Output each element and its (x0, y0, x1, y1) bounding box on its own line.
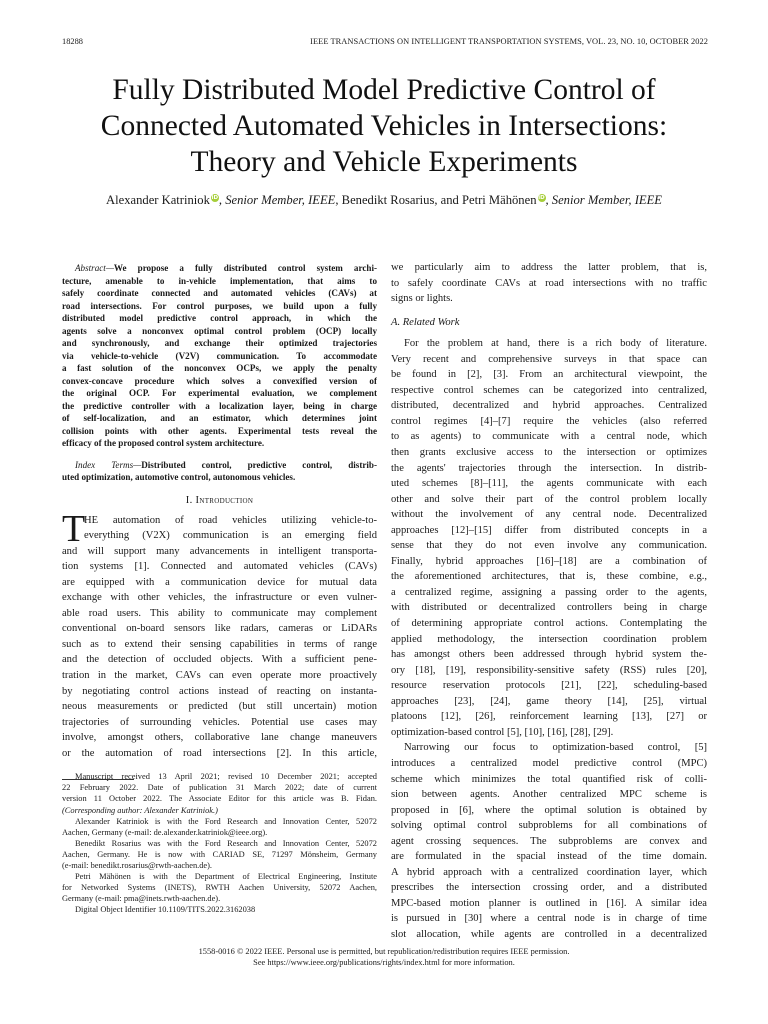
body-line: solving optimal control subproblems for all combinations of (391, 820, 707, 832)
index-terms-lead: Index Terms— (75, 459, 142, 470)
body-line: everything (V2X) communication is an emerging field (84, 530, 377, 542)
footnote-line: 22 February 2022. Date of publication 31 March 2022; date of current (62, 783, 377, 793)
abstract-line: tecture, amenable to in-vehicle implementation, that aims to (62, 275, 377, 286)
footnotes (62, 771, 377, 915)
body-line: trajectories of surrounding vehicles. Potential use cases may (62, 716, 377, 728)
abstract-line: safely coordinate connected and automated vehicles (CAVs) at (62, 288, 377, 298)
title-line: Fully Distributed Model Predictive Control of (112, 74, 656, 106)
index-terms-line: Index Terms—Distributed control, predictive control, distrib- (75, 459, 377, 470)
left-column (62, 262, 377, 915)
body-line: to safely coordinate CAVs at road intersections with no traffic (391, 277, 707, 289)
body-line: For the problem at hand, there is a rich body of literature. (404, 338, 707, 350)
footnote-line: version 11 October 2022. The Associate Editor for this article was B. Fidan. (62, 794, 377, 804)
body-line: tration in the market, CAVs can even operate more proactively (62, 669, 377, 681)
copyright-footer (40, 946, 728, 968)
body-line: tion systems [1]. Connected and automated vehicles (CAVs) (62, 561, 377, 573)
body-line: HE automation of road vehicles utilizing vehicle-to- (84, 514, 377, 526)
title-line: Connected Automated Vehicles in Intersections: (100, 110, 668, 142)
drop-cap: T (62, 507, 86, 550)
footnote-line: (e-mail: benedikt.rosarius@rwth-aachen.de). (62, 861, 213, 870)
body-line: of determining appropriate control actions. Contemplating the (391, 618, 707, 630)
abstract-line: of self-localization, and an estimator, which determines joint (62, 413, 377, 423)
abstract-line: a fast solution of the nonconvex OCPs, we apply the penalty (62, 363, 377, 373)
orcid-icon[interactable]: iD (538, 195, 545, 201)
body-line: the agents' trajectories through the intersection. In distrib- (391, 462, 707, 474)
body-line: we particularly aim to address the latter problem, that is, (391, 262, 707, 273)
abstract-line: convex-concave procedure which solves a convexified version of (62, 375, 377, 386)
body-line: ory [18], [19], responsibility-sensitive safety (RSS) rules [20], (391, 664, 707, 676)
body-line: A hybrid approach with a centralized coordination layer, which (391, 866, 707, 878)
abstract-line: and synchronously, and exchange their optimized trajectories (62, 338, 377, 348)
abstract-line: the original OCP. For experimental evaluation, we complement (62, 388, 377, 398)
footnote-line: Germany (e-mail: pma@inets.rwth-aachen.de). (62, 894, 221, 904)
body-line: able road users. This ability to communicate may complement (62, 607, 377, 619)
body-line: respective control schemes can be categorized into centralized, (391, 384, 707, 396)
footnote-line: Manuscript received 13 April 2021; revised 10 December 2021; accepted (75, 772, 377, 782)
abstract-line: the predictive controller with a localization layer, being in charge (62, 400, 377, 411)
abstract (62, 262, 377, 484)
right-column (391, 260, 707, 943)
subsection-heading: A. Related Work (391, 316, 460, 328)
author-names: , Benedikt Rosarius, and Petri Mähönen (335, 193, 537, 207)
body-line: and the detection of occluded objects. With a sufficient pene- (62, 654, 377, 666)
intro-paragraph (62, 507, 377, 762)
rights-link-line[interactable]: See https://www.ieee.org/publications/rights/index.html for more information. (253, 958, 515, 967)
body-line: and will support many advancements in intelligent transporta- (62, 545, 377, 557)
running-header (62, 37, 708, 49)
body-line: uted schemes [8]–[11], the agents communicate with each (391, 478, 707, 490)
body-line: scheme which minimizes the total quantified risk of colli- (391, 773, 707, 785)
body-line: conventional on-board sensors like radars, cameras or LiDARs (62, 623, 377, 635)
body-line: MPC-based motion planner is outlined in [16]. A similar idea (391, 897, 707, 909)
body-line: Very recent and comprehensive surveys in that space can (391, 353, 707, 365)
body-line: approaches [23], [24], game theory [14], [25], virtual (391, 695, 707, 707)
abstract-line: via vehicle-to-vehicle (V2V) communication. To accommodate (62, 350, 377, 361)
body-line: with distributed or decentralized controllers being in charge (391, 602, 707, 614)
body-line: Narrowing our focus to optimization-based control, [5] (404, 742, 707, 754)
body-line: sense that they do not even involve any communication. (391, 540, 707, 552)
abstract-line: collision points with other agents. Experimental tests reveal the (62, 425, 377, 436)
abstract-line: Abstract—We propose a fully distributed control system archi- (75, 263, 377, 273)
body-line: prescribes the intersection crossing order, and a distributed (391, 882, 707, 894)
body-line: platoons [12], [26], reinforcement learning [13], [27] or (391, 711, 707, 723)
doi-line[interactable]: Digital Object Identifier 10.1109/TITS.2022.3162038 (75, 905, 256, 915)
abstract-line: efficacy of the proposed control system architecture. (62, 438, 265, 448)
footnote-line: Aachen, Germany. He is now with CARIAD SE, 71297 Mönsheim, Germany (62, 849, 377, 859)
body-line: then grants exclusive access to the intersection or optimizes (391, 447, 707, 459)
footnote-rule (62, 779, 134, 780)
abstract-line: distributed model predictive control approach, in which the (62, 313, 377, 323)
footnote-line: Benedikt Rosarius was with the Ford Research and Innovation Center, 52072 (75, 838, 377, 848)
author-name: Alexander Katriniok (106, 193, 210, 207)
body-line: signs or lights. (391, 293, 453, 305)
body-line: control regimes [4]–[7] require the vehicles (also referred (391, 415, 707, 427)
body-line: sion between agents. Another centralized MPC scheme is (391, 789, 707, 801)
footnote-line: for Networked Systems (INETS), RWTH Aachen University, 52072 Aachen, (62, 883, 377, 893)
body-line: be found in [2], [3]. From an architectural viewpoint, the (391, 369, 707, 381)
body-line: without the involvement of any central node. Decentralized (391, 509, 707, 521)
body-line: such as to extend their sensing capabilities in terms of range (62, 638, 377, 650)
body-line: a centralized regime, assigning a passing order to the agents, (391, 586, 707, 598)
section-title: Introduction (195, 494, 254, 506)
body-line: introduces a centralized model predictive control (MPC) (391, 757, 707, 769)
body-line: approaches [12]–[15] differ from distributed concepts in a (391, 524, 707, 536)
title-line: Theory and Vehicle Experiments (190, 146, 578, 178)
body-line: agent crossing sequences. The subproblems are convex and (391, 835, 707, 847)
footnote-line: Aachen, Germany (e-mail: de.alexander.katriniok@ieee.org). (62, 827, 268, 837)
page-number: 18288 (62, 37, 83, 46)
body-line: neous measurements or predicted (but still uncertain) motion (62, 701, 377, 713)
body-line: slot allocation, while agents are controlled in a decentralized (391, 928, 707, 940)
body-line: to as agents) to communicate with a central node, which (391, 431, 707, 443)
body-line: applied methodology, the intersection coordination problem (391, 633, 707, 645)
body-line: proposed in [6], where the optimal solution is obtained by (391, 804, 707, 816)
copyright-line: 1558-0016 © 2022 IEEE. Personal use is permitted, but republication/redistribution requires IEEE permission. (198, 947, 570, 956)
orcid-icon[interactable]: iD (211, 195, 219, 201)
body-line: Finally, hybrid approaches [16]–[18] are a combination of (391, 555, 707, 567)
body-line: distributed, decentralized and hybrid approaches. Centralized (391, 400, 707, 412)
body-line: is pursued in [30] where a central node is in charge of time (391, 913, 707, 925)
footnote-line: (Corresponding author: Alexander Katriniok.) (62, 805, 218, 815)
body-line: the aforementioned architectures, that is, these combine, e.g., (391, 571, 707, 583)
body-line: other and solve their part of the control problem locally (391, 493, 707, 505)
body-line: optimization-based control [5], [10], [16], [28], [29]. (391, 726, 614, 738)
body-line: are equipped with a communication device for mutual data (62, 576, 377, 588)
body-line: are formulated in the spacial instead of the time domain. (391, 851, 707, 863)
body-line: exchange with other vehicles, the infrastructure or even vulner- (62, 592, 377, 604)
body-line: by negotiating control actions instead of reacting on instanta- (62, 685, 377, 697)
footnote-line: Alexander Katriniok is with the Ford Research and Innovation Center, 52072 (75, 816, 377, 826)
abstract-line: agents solve a nonconvex optimal control problem (OCP) locally (62, 325, 377, 336)
footnote-line: Petri Mähönen is with the Department of Electrical Engineering, Institute (75, 872, 377, 882)
author-role: , Senior Member, IEEE (545, 193, 662, 207)
abstract-lead: Abstract— (75, 263, 114, 273)
journal-citation: IEEE TRANSACTIONS ON INTELLIGENT TRANSPORTATION SYSTEMS, VOL. 23, NO. 10, OCTOBER 2022 (310, 37, 708, 46)
section-heading (62, 493, 377, 508)
body-line: involve, amongst others, collaborative lane change maneuvers (62, 732, 377, 744)
abstract-line: road intersections. For control purposes, we build upon a fully (62, 300, 377, 311)
author-role: , Senior Member, IEEE (218, 193, 336, 207)
body-line: or the automation of road intersections [2]. In this article, (62, 747, 377, 759)
author-list (40, 193, 728, 208)
body-line: has amongst others been addressed through hybrid system the- (391, 649, 707, 661)
index-terms-line: uted optimization, automotive control, autonomous vehicles. (62, 472, 296, 482)
paper-title (40, 72, 728, 180)
section-numeral: I. (185, 494, 193, 506)
body-line: resource reservation protocols [21], [22], scheduling-based (391, 680, 707, 692)
